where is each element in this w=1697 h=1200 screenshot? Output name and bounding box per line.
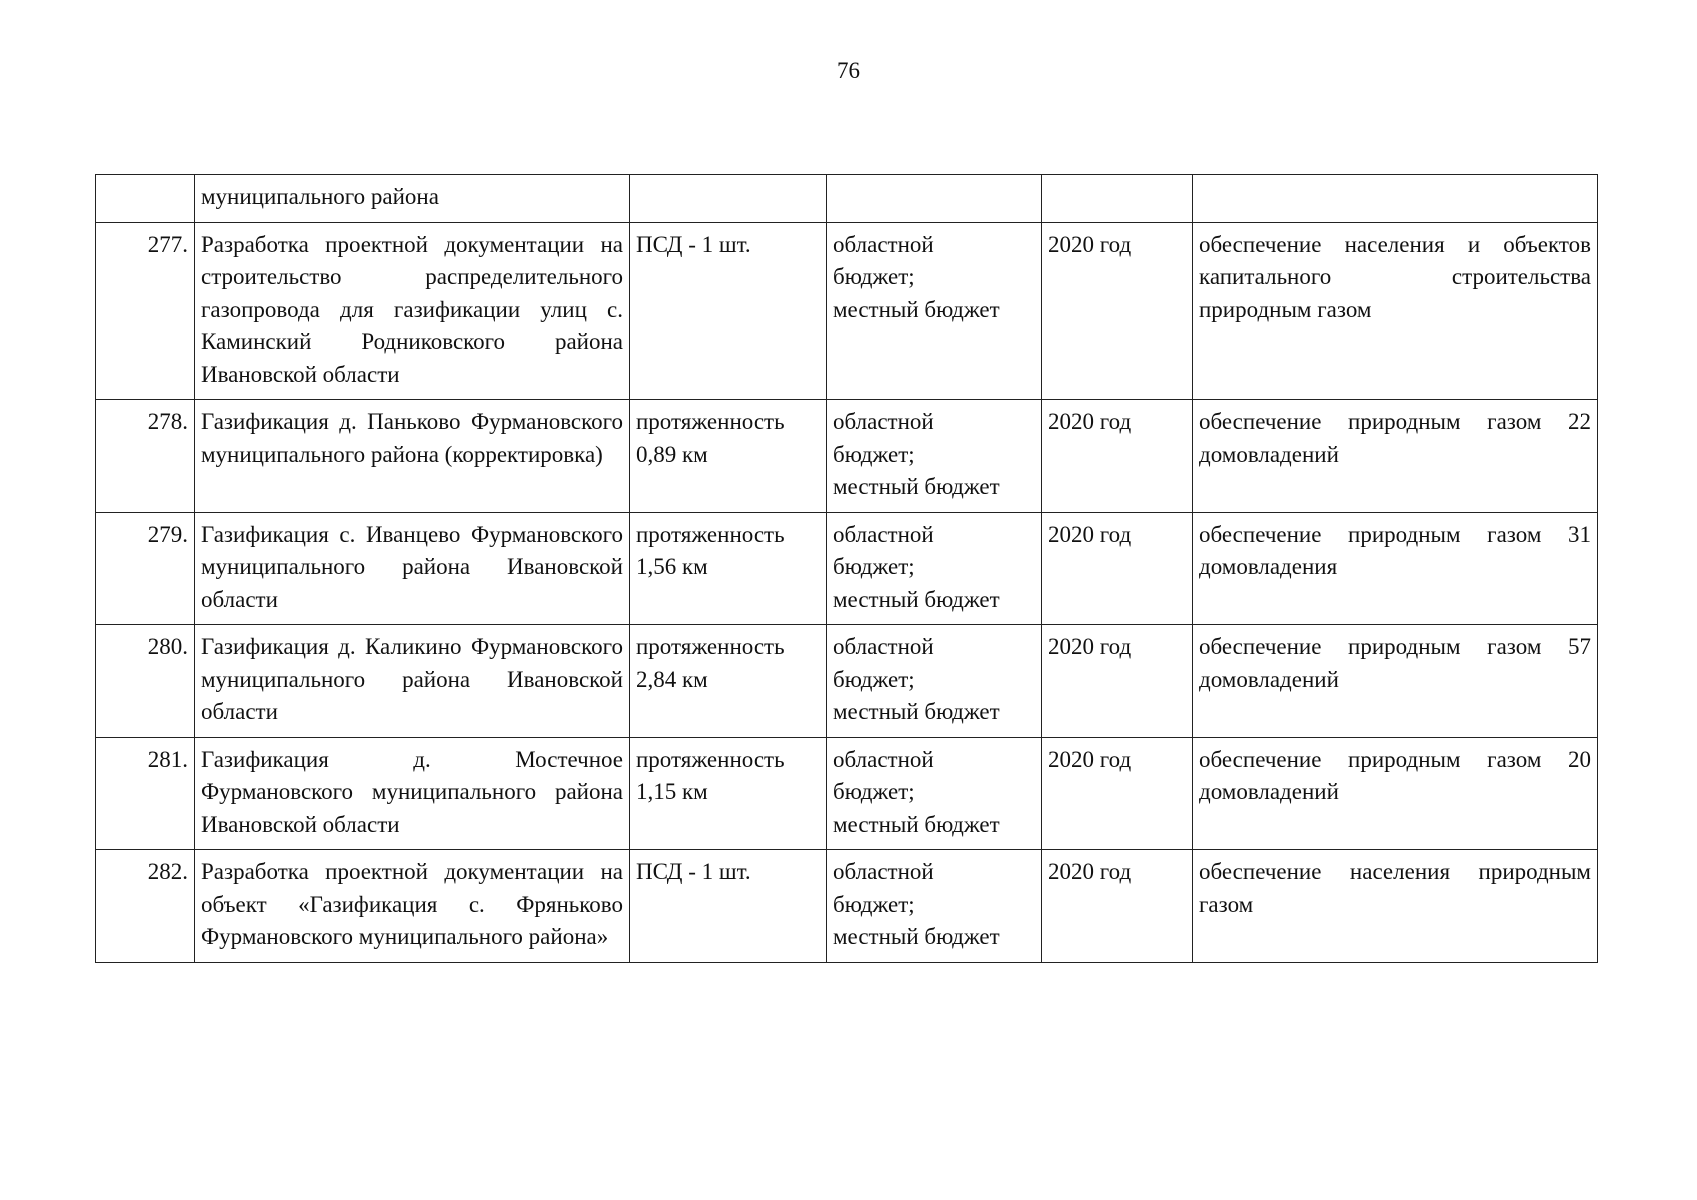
expected-result: обеспечение населения природным газом [1193,850,1598,963]
table-row [96,850,1598,963]
expected-result: обеспечение природным газом 22 домовладений [1193,400,1598,513]
measure-name: муниципального района [195,175,630,223]
measure-name: Газификация д. Мостечное Фурмановского муниципального района Ивановской области [195,737,630,850]
funding-line: областной [833,231,934,257]
funding-line: областной [833,746,934,772]
measure-name: Разработка проектной документации на объект «Газификация с. Фряньково Фурмановского муниципального района» [195,850,630,963]
funding-line: местный бюджет [833,811,1000,837]
funding-line: местный бюджет [833,586,1000,612]
expected-result: обеспечение природным газом 57 домовладений [1193,625,1598,738]
period: 2020 год [1042,400,1193,513]
row-number: 277. [96,222,195,400]
period: 2020 год [1042,625,1193,738]
measure-name: Газификация с. Иванцево Фурмановского муниципального района Ивановской области [195,512,630,625]
funding-line: бюджет; [833,441,915,467]
period [1042,175,1193,223]
funding-line: областной [833,409,934,434]
page-number: 76 [837,58,860,83]
funding-line: местный бюджет [833,474,1000,499]
indicator: ПСД - 1 шт. [630,850,827,963]
funding-line: бюджет; [833,779,915,804]
funding-line: бюджет; [833,264,915,289]
table-row [96,400,1598,513]
funding-line: бюджет; [833,666,915,692]
row-number: 279. [96,512,195,625]
expected-result [1193,175,1598,223]
row-number [96,175,195,223]
funding-source [827,175,1042,223]
funding-line: местный бюджет [833,296,1000,322]
period: 2020 год [1042,850,1193,963]
expected-result: обеспечение природным газом 31 домовладения [1193,512,1598,625]
row-number: 282. [96,850,195,963]
indicator: протяженность 0,89 км [630,400,827,513]
table-row [96,737,1598,850]
measures-table [95,174,1598,963]
funding-line: местный бюджет [833,924,1000,949]
funding-source [827,625,1042,738]
funding-source [827,512,1042,625]
funding-line: бюджет; [833,554,915,579]
funding-line: областной [833,634,934,659]
table-row [96,222,1598,400]
funding-line: областной [833,521,934,547]
funding-line: бюджет; [833,891,915,917]
funding-source [827,400,1042,513]
funding-line: областной [833,859,934,884]
row-number: 280. [96,625,195,738]
indicator: ПСД - 1 шт. [630,222,827,400]
table-row [96,175,1598,223]
measure-name: Газификация д. Каликино Фурмановского муниципального района Ивановской области [195,625,630,738]
row-number: 278. [96,400,195,513]
measure-name: Разработка проектной документации на строительство распределительного газопровода для газификации улиц с. Каминский Родниковского района Ивановской области [195,222,630,400]
indicator [630,175,827,223]
funding-source [827,737,1042,850]
period: 2020 год [1042,512,1193,625]
indicator: протяженность 1,15 км [630,737,827,850]
expected-result: обеспечение природным газом 20 домовладений [1193,737,1598,850]
indicator: протяженность 1,56 км [630,512,827,625]
table-row [96,625,1598,738]
funding-source [827,222,1042,400]
period: 2020 год [1042,737,1193,850]
funding-source [827,850,1042,963]
measure-name: Газификация д. Паньково Фурмановского муниципального района (корректировка) [195,400,630,513]
indicator: протяженность 2,84 км [630,625,827,738]
funding-line: местный бюджет [833,699,1000,724]
table-row [96,512,1598,625]
row-number: 281. [96,737,195,850]
period: 2020 год [1042,222,1193,400]
expected-result: обеспечение населения и объектов капитального строительства природным газом [1193,222,1598,400]
